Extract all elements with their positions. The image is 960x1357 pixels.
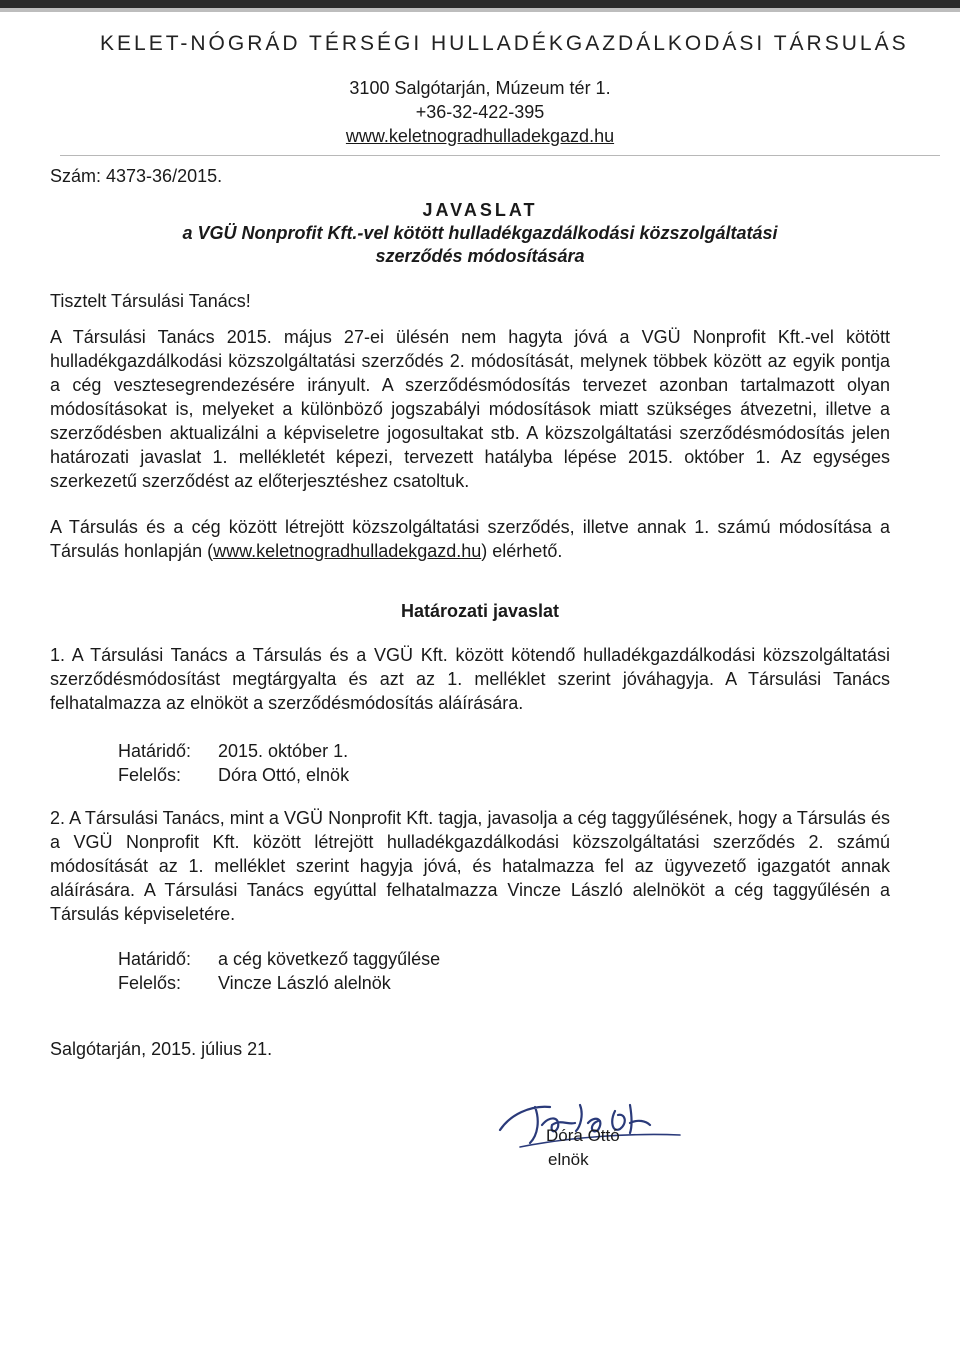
scan-edge: [0, 0, 960, 8]
organization-name: KELET-NÓGRÁD TÉRSÉGI HULLADÉKGAZDÁLKODÁSI TÁRSULÁS: [100, 32, 909, 55]
salutation: Tisztelt Társulási Tanács!: [50, 291, 251, 311]
subject-line-1: a VGÜ Nonprofit Kft.-vel kötött hulladékgazdálkodási közszolgáltatási: [182, 223, 778, 243]
resolution-item-2: 2. A Társulási Tanács, mint a VGÜ Nonprofit Kft. tagja, javasolja a cég taggyűlésének, hogy a Társulás és a VGÜ Nonprofit Kft. között létrejött hulladékgazdálkodási közszolgáltatási szerződés 2. számú módosítását az 1. melléklet szerint hagyja jóvá, és hatalmazza fel az ügyvezető igazgatót annak aláírására. A Társulási Tanács egyúttal felhatalmazza Vincze László alelnököt a cég taggyűlésén a Társulás képviseletére.: [50, 808, 890, 924]
item1-deadline-label: Határidő:: [118, 741, 192, 761]
signatory-role: elnök: [548, 1150, 589, 1169]
item2-responsible: Vincze László alelnök: [218, 973, 391, 993]
website-link-inline[interactable]: www.keletnogradhulladekgazd.hu: [213, 541, 482, 561]
address: 3100 Salgótarján, Múzeum tér 1.: [349, 78, 611, 98]
document-title: JAVASLAT: [422, 200, 538, 220]
item2-deadline: a cég következő taggyűlése: [218, 949, 441, 969]
item1-deadline: 2015. október 1.: [218, 741, 349, 761]
website[interactable]: [0, 126, 960, 147]
paragraph-text-after: ) elérhető.: [481, 541, 563, 561]
place-and-date: Salgótarján, 2015. július 21.: [50, 1039, 273, 1059]
signatory-name: Dóra Ottó: [546, 1126, 620, 1145]
paragraph-website-reference: [50, 515, 890, 563]
header-divider: [60, 155, 940, 156]
paragraph-intro: A Társulási Tanács 2015. május 27-ei ülésén nem hagyta jóvá a VGÜ Nonprofit Kft.-vel kötött hulladékgazdálkodási közszolgáltatási szerződés 2. módosítását, melynek többek között az egyik pontja a cég vesztesegrendezésére irányult. A szerződésmódosítás tervezet azonban tartalmazott olyan módosításokat is, melyeket a különböző jogszabályi módosítások miatt szükséges átvezetni, illetve a szerződésben aktualizálni a képviseletre jogosultakat stb. A közszolgáltatási szerződésmódosítás jelen határozati javaslat 1. mellékletét képezi, tervezett hatályba lépése 2015. október 1. Az egységes szerkezetű szerződést az előterjesztéshez csatoltuk.: [50, 327, 890, 491]
item2-deadline-label: Határidő:: [118, 949, 192, 969]
website-link[interactable]: www.keletnogradhulladekgazd.hu: [345, 126, 615, 146]
scan-edge-shadow: [0, 8, 960, 12]
subject-line-2: szerződés módosítására: [375, 246, 585, 266]
item1-responsible: Dóra Ottó, elnök: [218, 765, 350, 785]
item1-responsible-label: Felelős:: [118, 765, 182, 785]
item2-responsible-label: Felelős:: [118, 973, 182, 993]
resolution-item-1: 1. A Társulási Tanács a Társulás és a VGÜ Kft. között kötendő hulladékgazdálkodási közszolgáltatási szerződésmódosítást megtárgyalta és azt az 1. melléklet szerint jóváhagyja. A Társulási Tanács felhatalmazza az elnököt a szerződésmódosítás aláírására.: [50, 645, 890, 713]
resolution-heading: Határozati javaslat: [400, 601, 560, 621]
paragraph-text-before: A Társulás és a cég között létrejött közszolgáltatási szerződés, illetve annak 1. számú módosítása a Társulás honlapján (: [50, 517, 890, 561]
phone: +36-32-422-395: [415, 102, 545, 122]
reference-number: Szám: 4373-36/2015.: [50, 166, 223, 186]
